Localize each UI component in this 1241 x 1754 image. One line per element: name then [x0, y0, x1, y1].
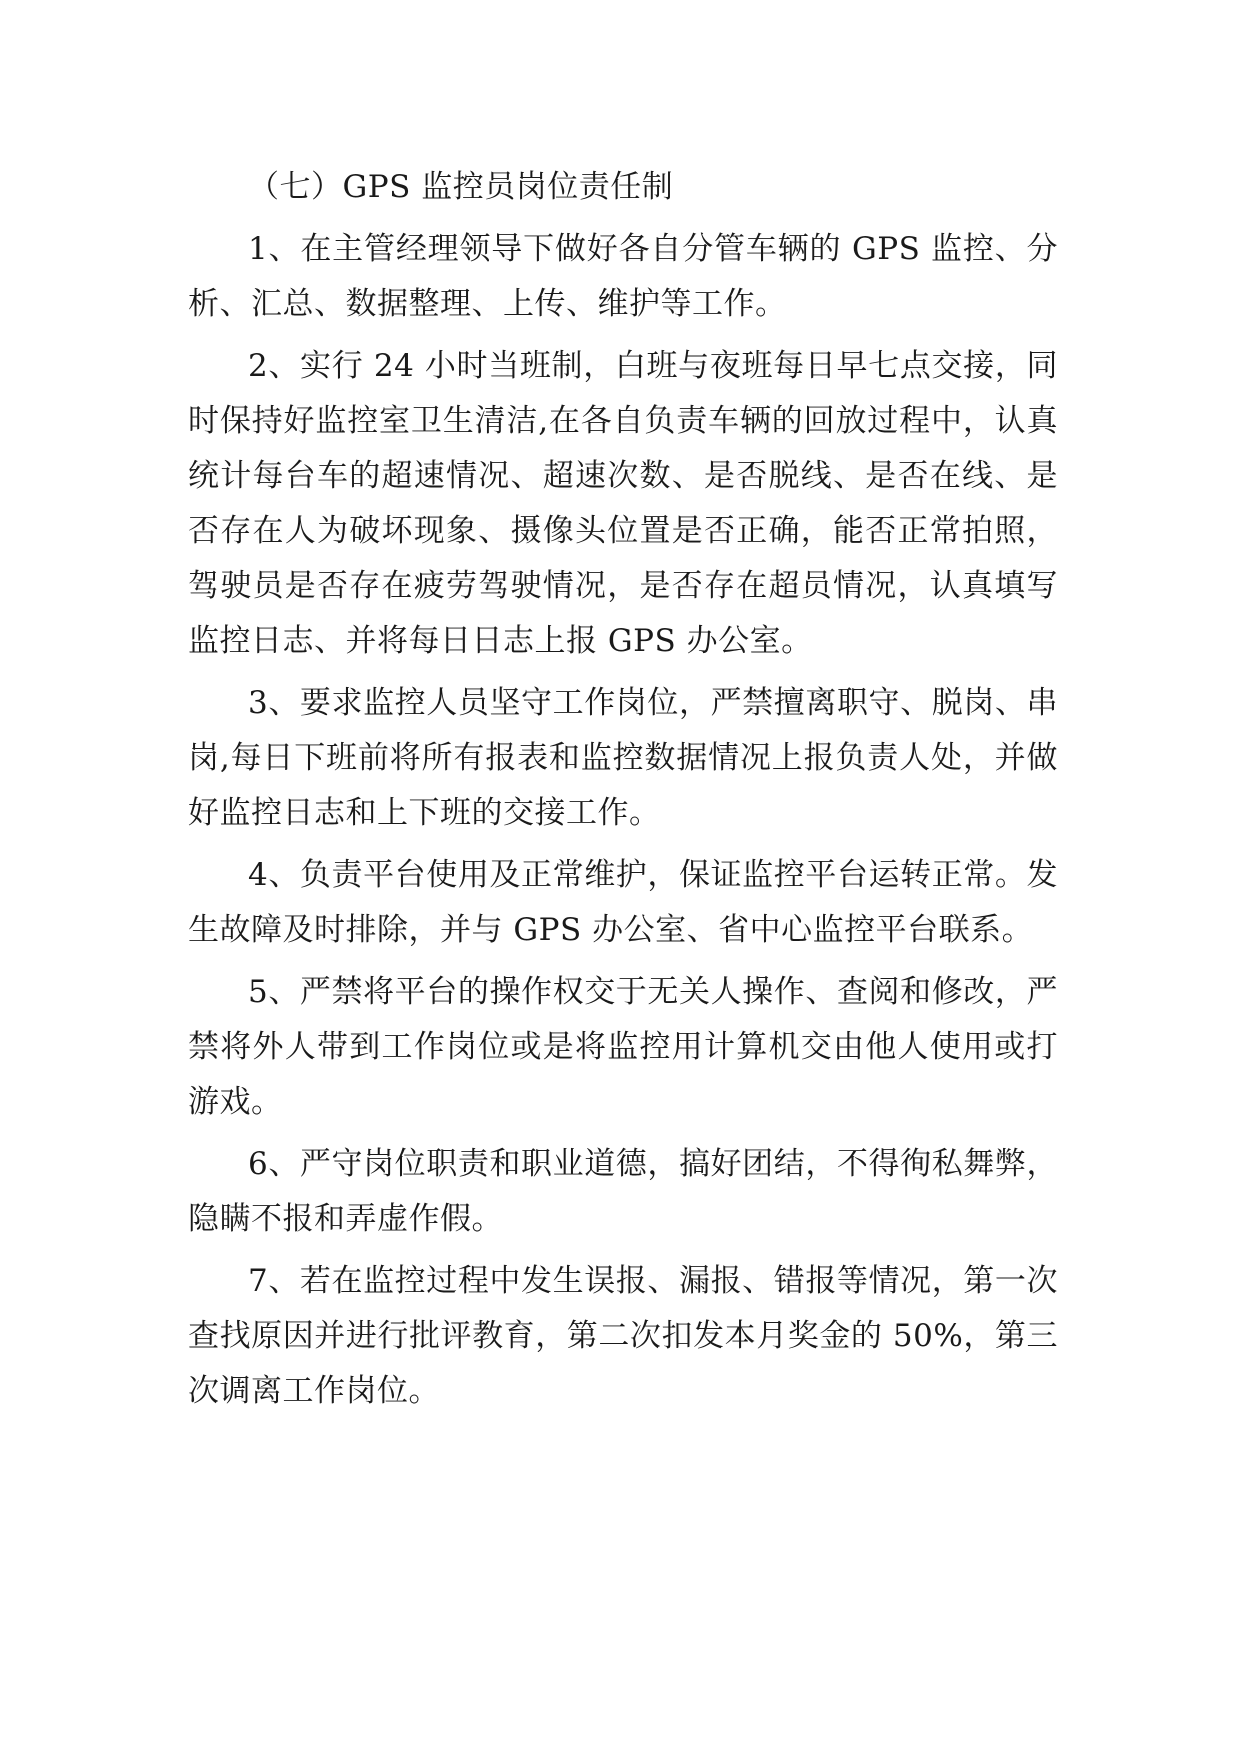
paragraph-3: 3、要求监控人员坚守工作岗位，严禁擅离职守、脱岗、串岗,每日下班前将所有报表和监控数据情况上报负责人处，并做好监控日志和上下班的交接工作。	[188, 685, 1058, 831]
paragraph-6: 6、严守岗位职责和职业道德，搞好团结，不得徇私舞弊，隐瞒不报和弄虚作假。	[188, 1146, 1058, 1237]
document-body	[188, 160, 1058, 1426]
paragraph-4: 4、负责平台使用及正常维护，保证监控平台运转正常。发生故障及时排除，并与 GPS 办公室、省中心监控平台联系。	[188, 857, 1058, 948]
section-heading: （七）GPS 监控员岗位责任制	[248, 169, 674, 205]
paragraph-2: 2、实行 24 小时当班制，白班与夜班每日早七点交接，同时保持好监控室卫生清洁,在各自负责车辆的回放过程中，认真统计每台车的超速情况、超速次数、是否脱线、是否在线、是否存在人为破坏现象、摄像头位置是否正确，能否正常拍照，驾驶员是否存在疲劳驾驶情况，是否存在超员情况，认真填写监控日志、并将每日日志上报 GPS 办公室。	[188, 348, 1058, 659]
paragraph-1: 1、在主管经理领导下做好各自分管车辆的 GPS 监控、分析、汇总、数据整理、上传、维护等工作。	[188, 231, 1058, 322]
paragraph-7: 7、若在监控过程中发生误报、漏报、错报等情况，第一次查找原因并进行批评教育，第二次扣发本月奖金的 50%，第三次调离工作岗位。	[188, 1263, 1058, 1409]
paragraph-5: 5、严禁将平台的操作权交于无关人操作、查阅和修改，严禁将外人带到工作岗位或是将监控用计算机交由他人使用或打游戏。	[188, 974, 1058, 1120]
